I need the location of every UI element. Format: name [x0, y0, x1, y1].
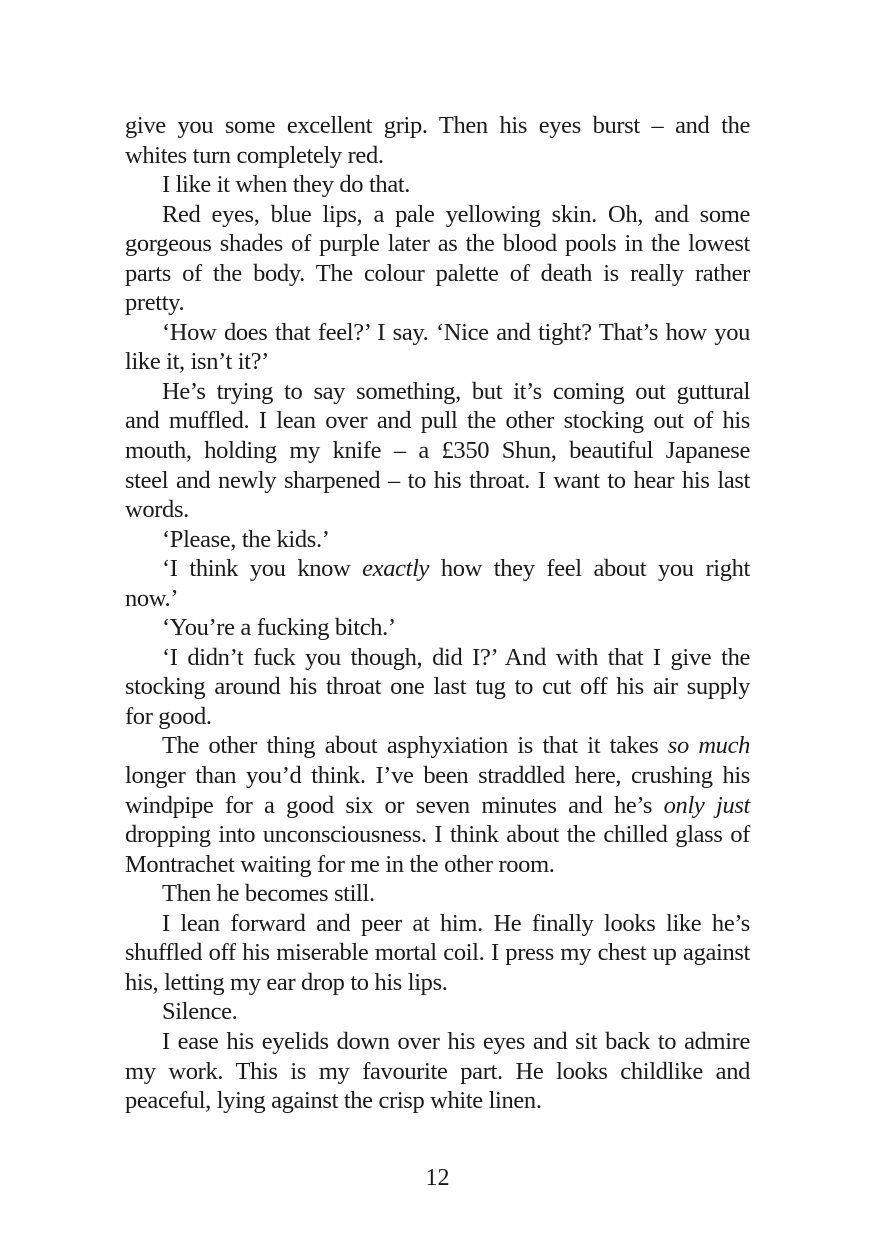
text-line: [125, 643, 750, 673]
text-segment: longer than you’d think. I’ve been straddled here, crushing his: [125, 762, 750, 790]
text-segment: I like it when they do that.: [162, 171, 411, 199]
text-segment: parts of the body. The colour palette of death is really rather: [125, 259, 750, 287]
text-line: [125, 259, 750, 289]
text-line: [125, 377, 750, 407]
text-segment: ‘I didn’t fuck you though, did I?’ And with that I give the: [162, 643, 750, 671]
text-line: [125, 1057, 750, 1087]
text-segment: He’s trying to say something, but it’s coming out guttural: [162, 377, 750, 405]
text-line: [125, 406, 750, 436]
text-segment: shuffled off his miserable mortal coil. I press my chest up against: [125, 939, 750, 967]
text-line: [125, 554, 750, 584]
text-line: [125, 584, 750, 614]
text-segment: like it, isn’t it?’: [125, 348, 269, 376]
text-line: [125, 288, 750, 318]
text-line: [125, 141, 750, 171]
text-line: [125, 466, 750, 496]
text-segment: ‘I think you know: [162, 555, 363, 583]
text-segment: for good.: [125, 702, 212, 730]
text-line: [125, 318, 750, 348]
text-segment: mouth, holding my knife – a £350 Shun, beautiful Japanese: [125, 437, 750, 465]
text-line: [125, 909, 750, 939]
text-line: [125, 820, 750, 850]
text-segment: give you some excellent grip. Then his eyes burst – and the: [125, 112, 750, 139]
text-line: [125, 850, 750, 880]
text-segment: gorgeous shades of purple later as the blood pools in the lowest: [125, 230, 750, 258]
text-segment: I ease his eyelids down over his eyes and sit back to admire: [162, 1027, 750, 1055]
text-segment: dropping into unconsciousness. I think about the chilled glass of: [125, 821, 750, 849]
text-line: [125, 968, 750, 998]
text-segment: steel and newly sharpened – to his throat. I want to hear his last: [125, 466, 750, 494]
text-segment: windpipe for a good six or seven minutes and he’s: [125, 791, 664, 819]
text-segment: now.’: [125, 584, 179, 612]
text-segment: pretty.: [125, 289, 185, 317]
body-text: [125, 111, 750, 1116]
text-line: [125, 613, 750, 643]
text-line: [125, 347, 750, 377]
text-segment: The other thing about asphyxiation is that it takes: [162, 732, 668, 760]
text-segment: Silence.: [162, 998, 238, 1026]
text-segment: how they feel about you right: [429, 555, 750, 583]
text-line: [125, 111, 750, 141]
text-segment: I lean forward and peer at him. He finally looks like he’s: [162, 909, 750, 937]
text-line: [125, 170, 750, 200]
text-segment: peaceful, lying against the crisp white linen.: [125, 1087, 542, 1115]
text-segment: ‘How does that feel?’ I say. ‘Nice and tight? That’s how you: [162, 318, 750, 346]
text-segment: ‘Please, the kids.’: [162, 525, 330, 553]
text-segment: ‘You’re a fucking bitch.’: [162, 614, 396, 642]
italic-emphasis: only just: [663, 791, 751, 819]
text-line: [125, 938, 750, 968]
text-line: [125, 1027, 750, 1057]
text-segment: stocking around his throat one last tug to cut off his air supply: [125, 673, 750, 701]
page-number: 12: [425, 1165, 450, 1191]
text-line: [125, 997, 750, 1027]
text-line: [125, 525, 750, 555]
text-line: [125, 1086, 750, 1116]
text-line: [125, 495, 750, 525]
italic-emphasis: exactly: [362, 555, 430, 583]
text-segment: words.: [125, 496, 189, 524]
text-segment: his, letting my ear drop to his lips.: [125, 968, 448, 996]
text-line: [125, 731, 750, 761]
text-segment: and muffled. I lean over and pull the other stocking out of his: [125, 407, 750, 435]
text-segment: Red eyes, blue lips, a pale yellowing skin. Oh, and some: [162, 200, 750, 228]
text-line: [125, 702, 750, 732]
text-segment: my work. This is my favourite part. He looks childlike and: [125, 1057, 750, 1085]
text-line: [125, 229, 750, 259]
text-line: [125, 761, 750, 791]
text-segment: Then he becomes still.: [162, 880, 375, 908]
text-segment: whites turn completely red.: [125, 141, 384, 169]
text-line: [125, 436, 750, 466]
text-segment: Montrachet waiting for me in the other room.: [125, 850, 555, 878]
text-line: [125, 200, 750, 230]
italic-emphasis: so much: [667, 732, 751, 760]
text-line: [125, 791, 750, 821]
text-line: [125, 672, 750, 702]
text-line: [125, 879, 750, 909]
